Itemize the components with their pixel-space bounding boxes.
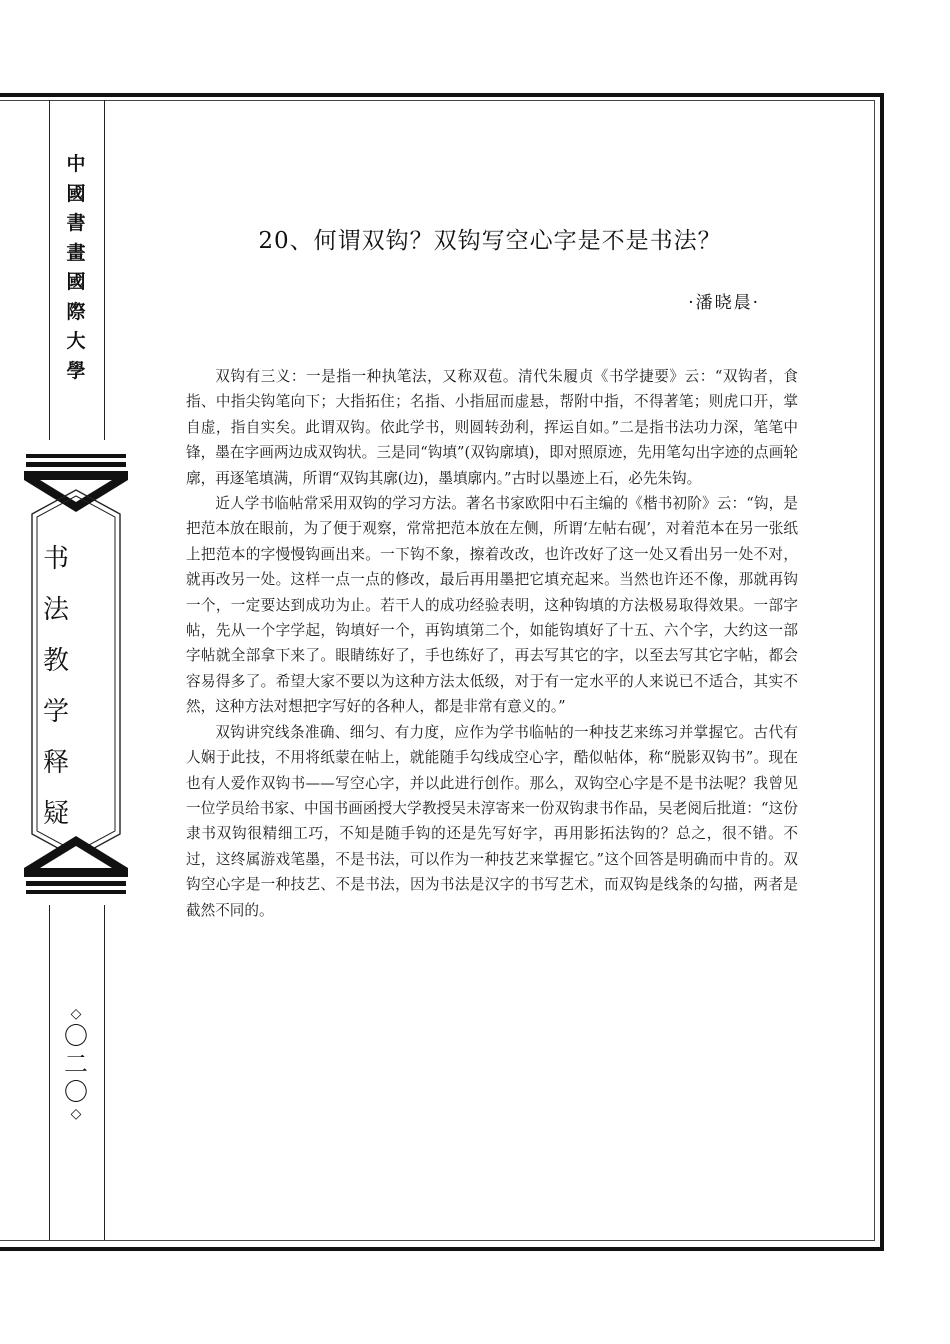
sidebar-rule	[104, 100, 105, 440]
book-title-char: 书	[42, 544, 69, 574]
article-author: ·潘晓晨·	[688, 293, 760, 313]
page-number-digit: 〇	[64, 1022, 88, 1050]
article-body	[186, 364, 798, 923]
sidebar-school-name	[58, 150, 94, 386]
page-frame-right	[880, 93, 884, 1251]
diamond-ornament-icon: ◇	[70, 1106, 82, 1122]
book-title-char: 疑	[42, 799, 69, 829]
sidebar-school-char: 大	[66, 330, 86, 352]
article-title: 20、何谓双钩？双钩写空心字是不是书法？	[258, 228, 722, 254]
page-number-digit: 二	[64, 1050, 88, 1078]
page-frame-bottom	[0, 1247, 884, 1251]
sidebar-rule	[104, 905, 105, 1240]
sidebar-school-char: 書	[66, 212, 86, 234]
page-frame-top	[0, 93, 884, 97]
diamond-ornament-icon: ◇	[70, 1006, 82, 1022]
sidebar-school-char: 畫	[66, 241, 86, 264]
page-frame-right-inner	[874, 100, 875, 1241]
sidebar-school-char: 中	[66, 153, 86, 175]
article-paragraph: 近人学书临帖常采用双钩的学习方法。著名书家欧阳中石主编的《楷书初阶》云：“钩，是把范本放在眼前，为了便于观察，常常把范本放在左侧，所谓‘左帖右砚’，对着范本在另一张纸上把范本的字慢慢钩画出来。一下钩不象，擦着改改，也许改好了这一处又看出另一处不对，就再改另一处。这样一点一点的修改，最后再用墨把它填充起来。当然也许还不像，那就再钩一个，一定要达到成功为止。若干人的成功经验表明，这种钩填的方法极易取得效果。一部字帖，先从一个字学起，钩填好一个，再钩填第二个，如能钩填好了十五、六个字，大约这一部字帖就全部拿下来了。眼睛练好了，手也练好了，再去写其它的字，以至去写其它字帖，都会容易得多了。希望大家不要以为这种方法太低级，对于有一定水平的人来说已不适合，其实不然，这种方法对想把字写好的各种人，都是非常有意义的。”	[186, 495, 798, 716]
page-frame-bottom-inner	[0, 1240, 874, 1241]
page-number-digit: 〇	[64, 1078, 88, 1106]
sidebar-school-char: 國	[66, 271, 86, 293]
book-title	[36, 534, 76, 840]
page-frame-top-inner	[0, 100, 874, 101]
article-paragraph: 双钩讲究线条准确、细匀、有力度，应作为学书临帖的一种技艺来练习并掌握它。古代有人娴于此技，不用将纸蒙在帖上，就能随手勾线成空心字，酷似帖体，称“脱影双钩书”。现在也有人爱作双钩书——写空心字，并以此进行创作。那么，双钩空心字是不是书法呢？我曾见一位学员给书家、中国书画函授大学教授吴未淳寄来一份双钩隶书作品，吴老阅后批道：“这份隶书双钩很精细工巧，不知是随手钩的还是先写好字，再用影拓法钩的？总之，很不错。不过，这终属游戏笔墨，不是书法，可以作为一种技艺来掌握它。”这个回答是明确而中肯的。双钩空心字是一种技艺、不是书法，因为书法是汉字的书写艺术，而双钩是线条的勾描，两者是截然不同的。	[186, 723, 798, 919]
book-title-char: 法	[42, 595, 69, 625]
sidebar-school-char: 國	[66, 182, 86, 205]
sidebar-school-char: 際	[66, 300, 86, 323]
page-number	[62, 1006, 90, 1122]
sidebar-rule	[49, 905, 50, 1240]
book-title-char: 教	[42, 646, 69, 676]
article-paragraph: 双钩有三义：一是指一种执笔法，又称双苞。清代朱履贞《书学捷要》云：“双钩者，食指、中指尖钩笔向下；大指拓住；名指、小指屈而虚悬，帮附中指，不得著笔；则虎口开，掌自虚，指自实矣。此谓双钩。依此学书，则圆转劲利，挥运自如。”二是指书法功力深，笔笔中锋，墨在字画两边成双钩状。三是同“钩填”(双钩廓填)，即对照原迹，先用笔勾出字迹的点画轮廓，再逐笔填满，所谓“双钩其廓(边)，墨填廓内。”古时以墨迹上石，必先朱钩。	[186, 368, 798, 487]
book-title-char: 释	[42, 748, 69, 778]
book-title-char: 学	[42, 697, 69, 727]
sidebar-rule	[49, 100, 50, 440]
sidebar-school-char: 學	[66, 359, 86, 382]
